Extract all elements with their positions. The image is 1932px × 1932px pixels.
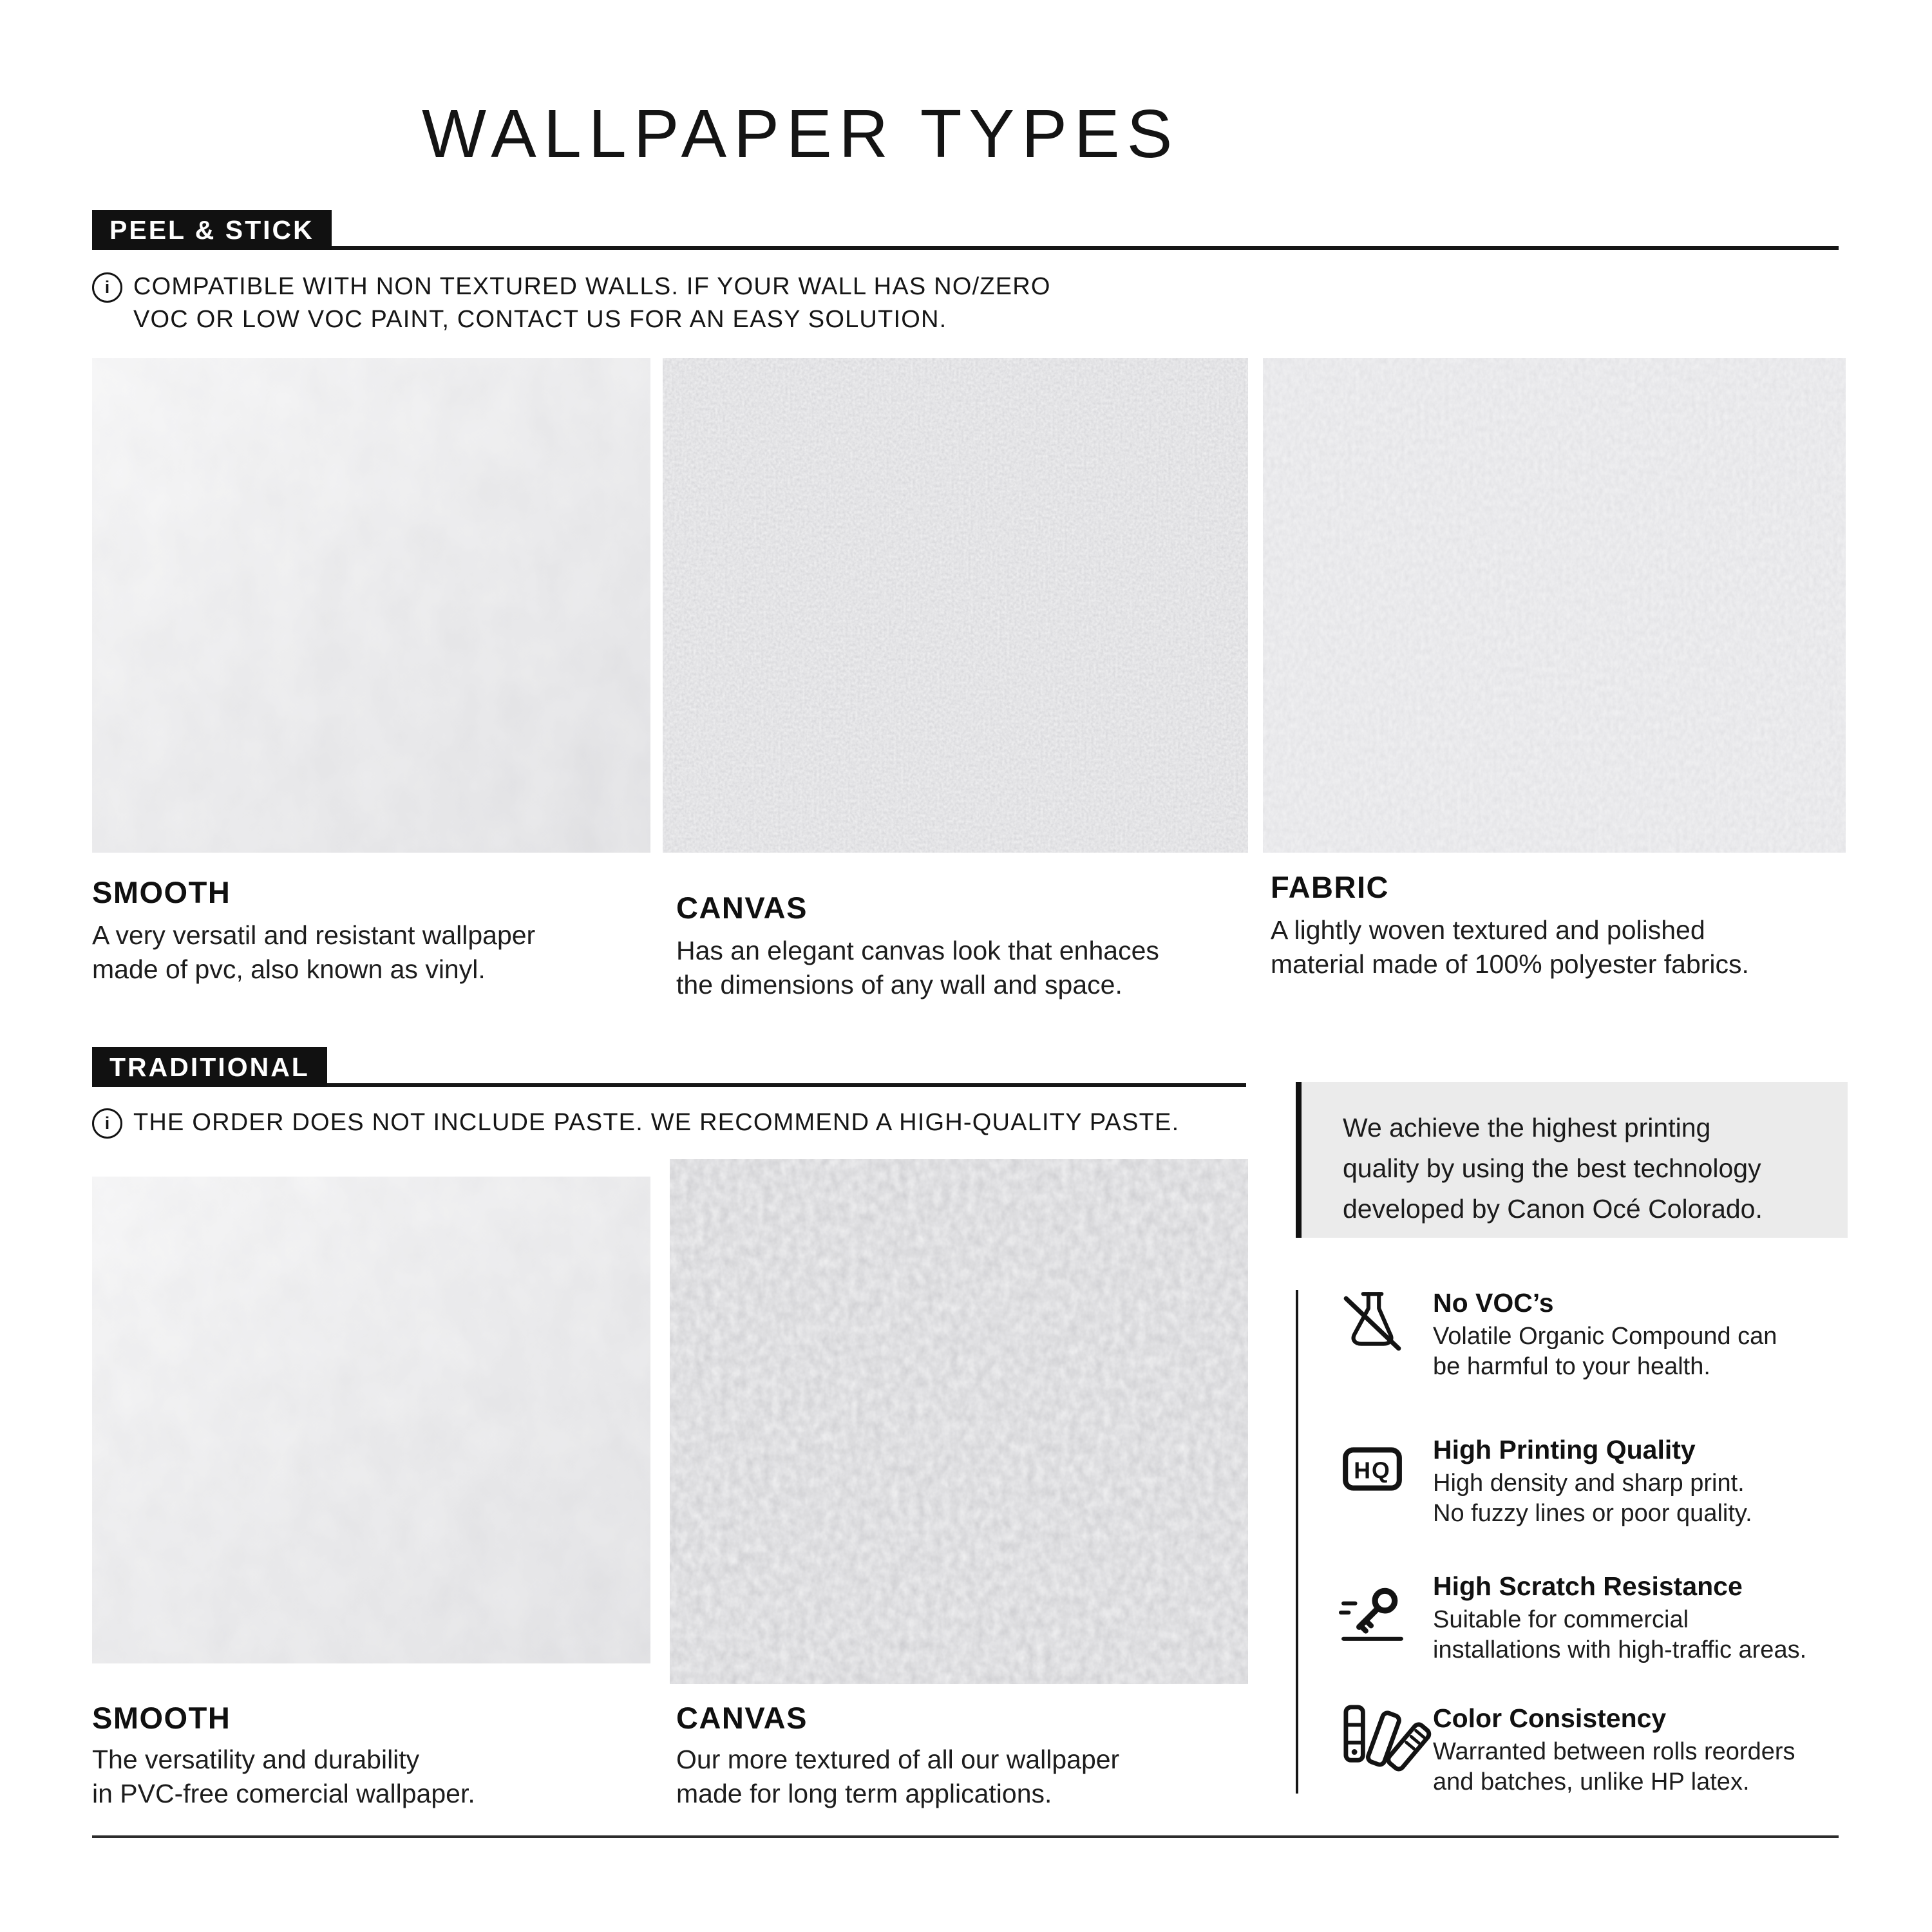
traditional-canvas-desc: Our more textured of all our wallpaper made for long term applications. [676, 1745, 1120, 1808]
scratch-key-icon [1340, 1581, 1405, 1647]
traditional-smooth-title: SMOOTH [92, 1701, 231, 1735]
feature-high-printing-quality-title: High Printing Quality [1433, 1435, 1696, 1464]
printing-quality-quote-box [1296, 1082, 1848, 1238]
bottom-rule [92, 1835, 1839, 1838]
peel-stick-canvas-swatch-image [663, 358, 1248, 853]
swatch-fan-icon [1340, 1703, 1409, 1766]
peel-stick-smooth-title: SMOOTH [92, 875, 231, 909]
crossed-flask-icon [1340, 1288, 1405, 1354]
peel-stick-fabric-swatch-image [1263, 358, 1846, 853]
traditional-smooth-desc: The versatility and durability in PVC-free comercial wallpaper. [92, 1745, 475, 1808]
feature-scratch-resistance-title: High Scratch Resistance [1433, 1571, 1743, 1601]
traditional-note [92, 1106, 1179, 1139]
features-divider-line [1296, 1290, 1298, 1794]
feature-color-consistency-title: Color Consistency [1433, 1703, 1667, 1733]
feature-high-printing-quality-desc: High density and sharp print. No fuzzy lines or poor quality. [1433, 1470, 1752, 1527]
peel-stick-note [92, 270, 1051, 336]
peel-stick-canvas-title: CANVAS [676, 891, 808, 925]
feature-scratch-resistance-desc: Suitable for commercial installations with high-traffic areas. [1433, 1606, 1807, 1663]
traditional-smooth-swatch-image [92, 1177, 650, 1663]
peel-stick-note-text: COMPATIBLE WITH NON TEXTURED WALLS. IF YOUR WALL HAS NO/ZERO VOC OR LOW VOC PAINT, CONTACT US FOR AN EASY SOLUTION. [133, 273, 1051, 333]
peel-stick-smooth-desc: A very versatil and resistant wallpaper made of pvc, also known as vinyl. [92, 920, 536, 984]
page-title: WALLPAPER TYPES [422, 96, 1180, 172]
info-icon: i [92, 1108, 122, 1139]
feature-no-voc-desc: Volatile Organic Compound can be harmful to your health. [1433, 1323, 1777, 1380]
printing-quality-quote-text: We achieve the highest printing quality by using the best technology developed by Canon Océ Colorado. [1343, 1113, 1763, 1224]
info-icon: i [92, 272, 122, 303]
peel-stick-canvas-desc: Has an elegant canvas look that enhaces the dimensions of any wall and space. [676, 936, 1159, 999]
peel-stick-fabric-title: FABRIC [1271, 870, 1389, 904]
hq-badge-icon [1340, 1436, 1405, 1502]
traditional-canvas-title: CANVAS [676, 1701, 808, 1735]
peel-stick-header-rule [92, 246, 1839, 250]
traditional-canvas-swatch-image [670, 1159, 1248, 1684]
feature-color-consistency-desc: Warranted between rolls reorders and batches, unlike HP latex. [1433, 1738, 1795, 1795]
feature-no-voc-title: No VOC’s [1433, 1288, 1554, 1318]
peel-stick-smooth-swatch-image [92, 358, 650, 853]
traditional-section-badge: TRADITIONAL [92, 1047, 327, 1087]
traditional-note-text: THE ORDER DOES NOT INCLUDE PASTE. WE RECOMMEND A HIGH-QUALITY PASTE. [133, 1109, 1180, 1136]
peel-stick-fabric-desc: A lightly woven textured and polished material made of 100% polyester fabrics. [1271, 915, 1749, 979]
peel-stick-section-badge: PEEL & STICK [92, 210, 332, 250]
svg-text:HQ: HQ [1354, 1457, 1391, 1484]
